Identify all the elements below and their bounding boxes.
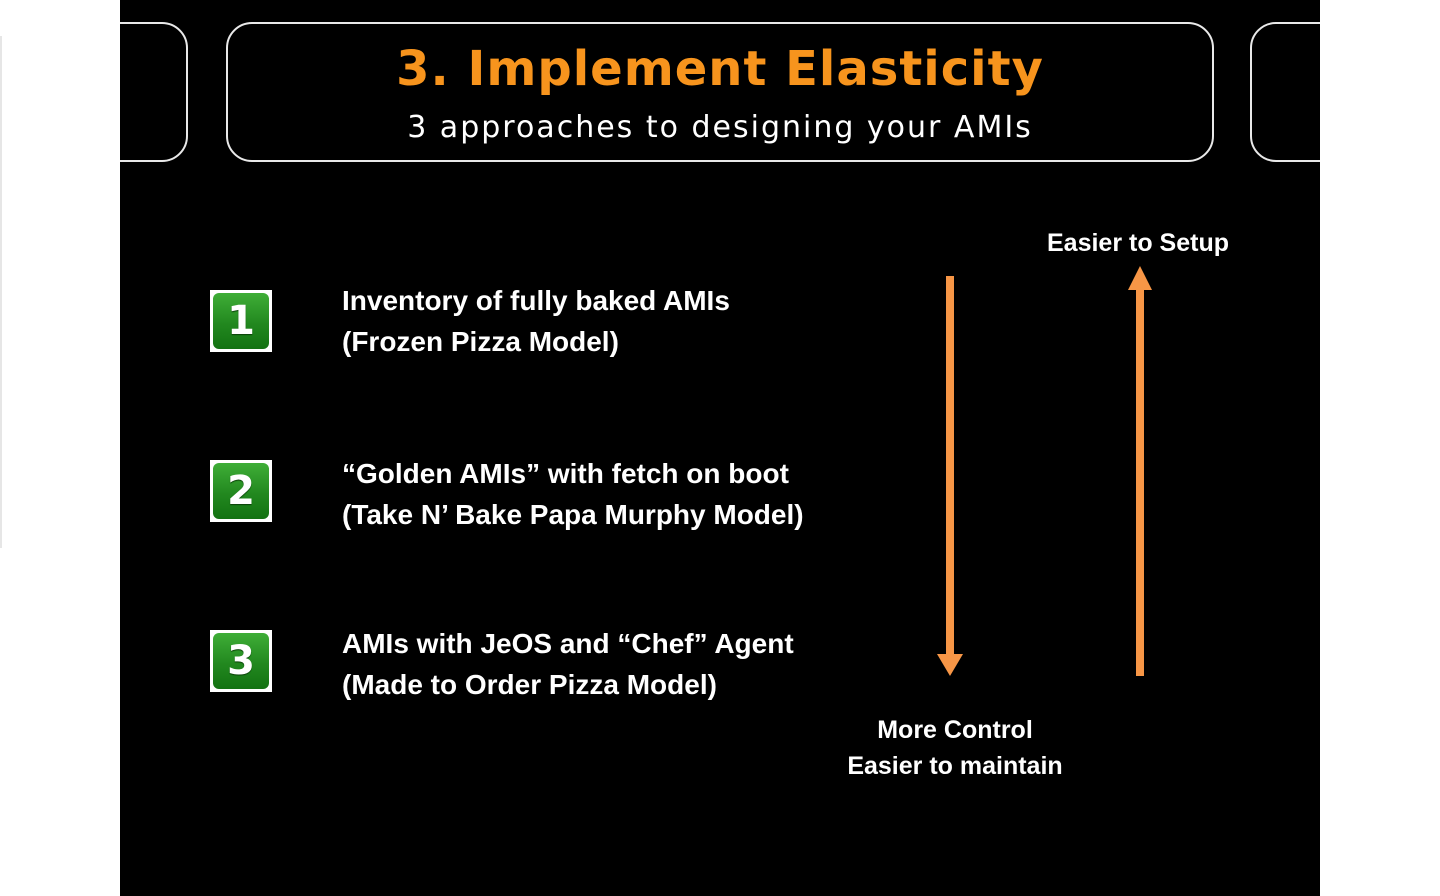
slide — [120, 0, 1320, 896]
badge-number: 3 — [213, 633, 269, 689]
up-arrow-icon — [1123, 266, 1157, 678]
list-item-1 — [342, 280, 730, 362]
list-item-line1: AMIs with JeOS and “Chef” Agent — [342, 628, 794, 659]
list-item-2 — [342, 453, 804, 535]
left-divider — [0, 36, 2, 548]
number-badge-3-icon — [210, 630, 272, 692]
number-badge-1-icon — [210, 290, 272, 352]
badge-number: 2 — [213, 463, 269, 519]
next-slide-frame — [1250, 22, 1320, 162]
list-item-line2: (Made to Order Pizza Model) — [342, 669, 717, 700]
list-item-line2: (Frozen Pizza Model) — [342, 326, 619, 357]
right-margin — [1320, 0, 1440, 896]
easier-to-setup-label: Easier to Setup — [1047, 229, 1229, 257]
number-badge-2-icon — [210, 460, 272, 522]
slide-subtitle: 3 approaches to designing your AMIs — [407, 110, 1033, 145]
easier-to-maintain-line: Easier to maintain — [847, 752, 1063, 780]
slide-title: 3. Implement Elasticity — [396, 41, 1044, 97]
list-item-line2: (Take N’ Bake Papa Murphy Model) — [342, 499, 804, 530]
left-margin — [0, 0, 120, 896]
list-item-line1: Inventory of fully baked AMIs — [342, 285, 730, 316]
more-control-line: More Control — [877, 716, 1033, 744]
prev-slide-frame — [120, 22, 188, 162]
list-item-line1: “Golden AMIs” with fetch on boot — [342, 458, 789, 489]
down-arrow-icon — [933, 276, 967, 678]
more-control-label — [835, 712, 1075, 784]
badge-number: 1 — [213, 293, 269, 349]
list-item-3 — [342, 623, 794, 705]
